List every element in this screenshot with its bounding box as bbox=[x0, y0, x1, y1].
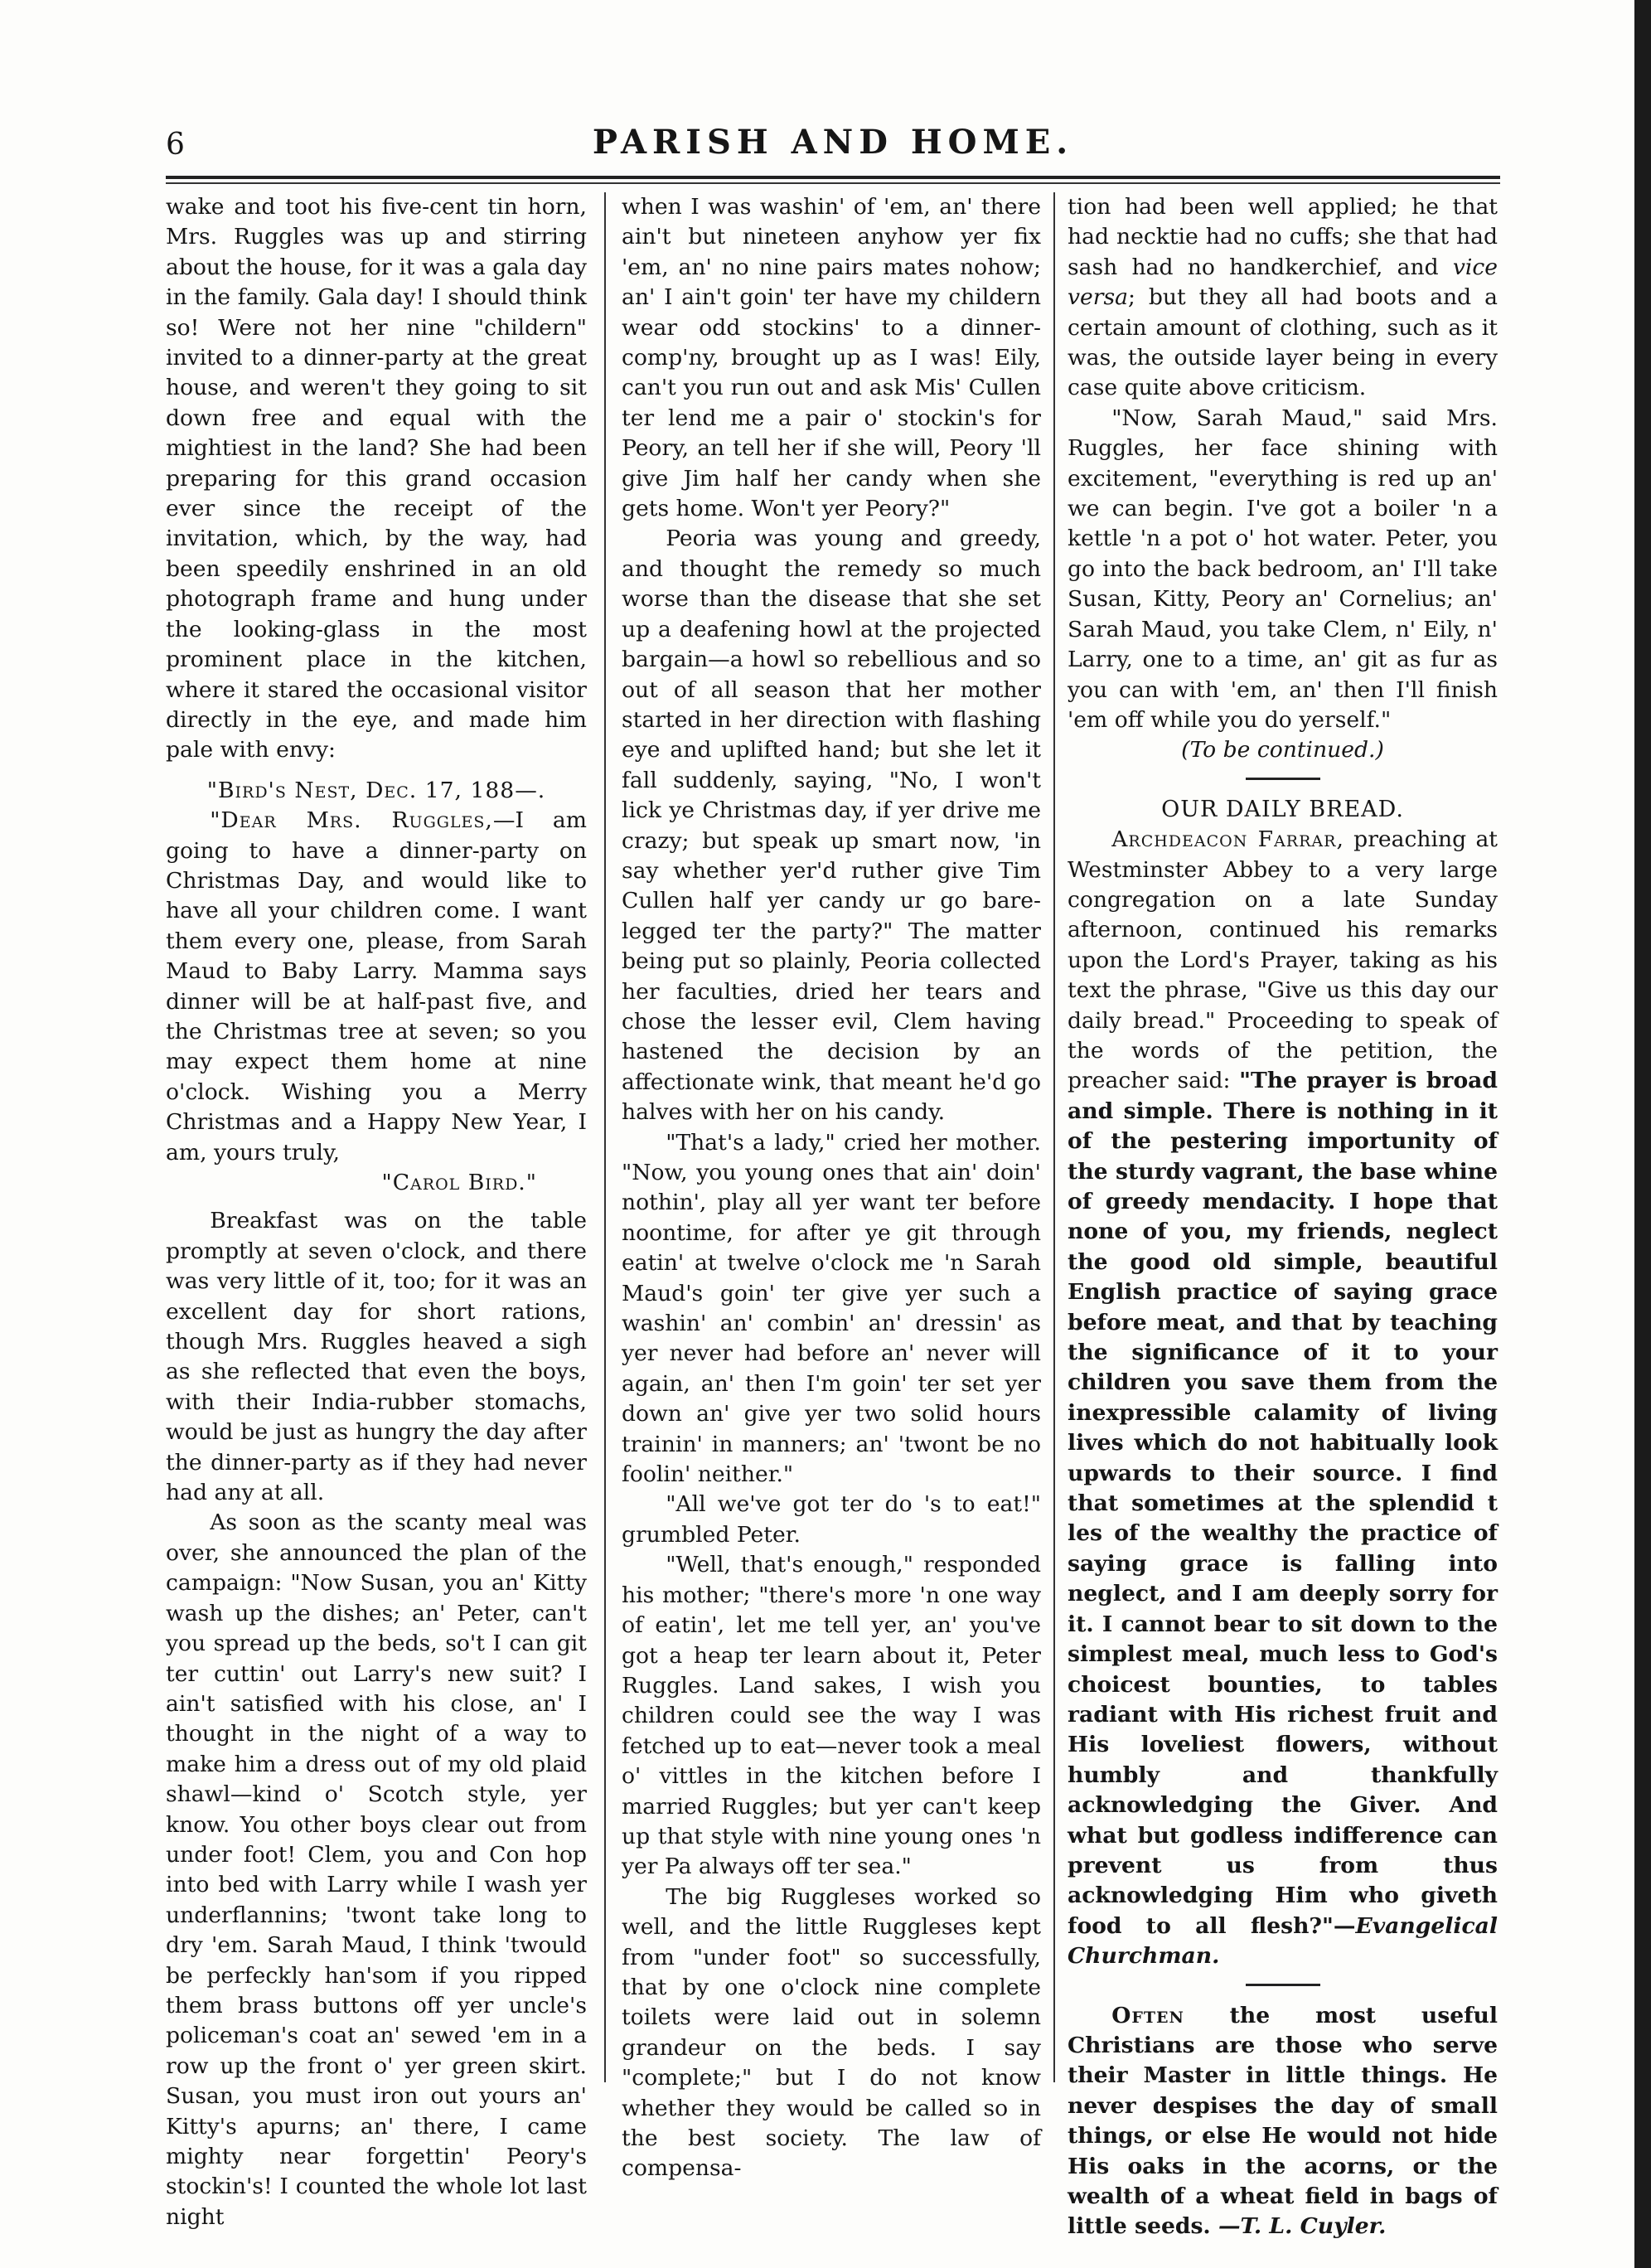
column-2 bbox=[622, 192, 1041, 2184]
attribution: —T. L. Cuyler. bbox=[1218, 2213, 1387, 2240]
paragraph: "Well, that's enough," responded his mother; "there's more 'n one way of eatin', let me tell yer, an' you've got a heap ter learn about it, Peter Ruggles. Land sakes, I wish you children could see the way I was fetched up to eat—never took a meal o' vittles in the kitchen before I married Ruggles; but yer can't keep up that style with nine young ones 'n yer Pa always off ter sea." bbox=[622, 1552, 1041, 1880]
column-3 bbox=[1068, 192, 1498, 2242]
continued-note bbox=[1068, 735, 1498, 765]
header-rule-thin bbox=[166, 182, 1500, 184]
lead-in: Often bbox=[1111, 2002, 1184, 2028]
text-run: tion had been well applied; he that had necktie had no cuffs; she that had sash had no handkerchief, and bbox=[1068, 194, 1498, 280]
scan-edge bbox=[1634, 0, 1651, 2268]
paragraph: Breakfast was on the table promptly at seven o'clock, and there was very little of it, too; for it was an excellent day for short rations, though Mrs. Ruggles heaved a sigh as she reflected that even the boys, with their India-rubber stomachs, would be just as hungry the day after the dinner-party as if they had never had any at all. bbox=[166, 1208, 587, 1506]
text-run: ; but they all had boots and a certain amount of clothing, such as it was, the outside layer being in every case quite above criticism. bbox=[1068, 284, 1498, 401]
column-1 bbox=[166, 192, 587, 2232]
letter-signature: "Carol Bird." bbox=[381, 1170, 537, 1195]
italic-text: vice versa bbox=[1068, 254, 1498, 311]
source-citation: Evangelical Churchman. bbox=[1068, 1912, 1498, 1970]
paragraph: "Now, Sarah Maud," said Mrs. Ruggles, her face shining with excitement, "everything is red up an' we can begin. I've got a boiler 'n a kettle 'n a pot o' hot water. Peter, you go into the back bedroom, an' I'll take Susan, Kitty, Peory an' Cornelius; an' Sarah Maud, you take Clem, n' Eily, n' Larry, one to a time, an' git as fur as you can with 'em, an' then I'll finish 'em off while you do yerself." bbox=[1068, 405, 1498, 733]
paragraph: when I was washin' of 'em, an' there ain't but nineteen anyhow yer fix 'em, an' no nine pairs mates nohow; an' I ain't goin' ter have my childern wear odd stockins' to a dinner-comp'ny, brought up as I was! Eily, can't you run out and ask Mis' Cullen ter lend me a pair o' stockin's for Peory, an tell her if she will, Peory 'll give Jim half her candy when she gets home. Won't yer Peory?" bbox=[622, 194, 1041, 522]
section-divider bbox=[1246, 1984, 1320, 1986]
paragraph: "All we've got ter do 's to eat!" grumbled Peter. bbox=[622, 1491, 1041, 1548]
paragraph: wake and toot his five-cent tin horn, Mrs. Ruggles was up and stirring about the house, for it was a gala day in the family. Gala day! I should think so! Were not her nine "childern" invited to a dinner-party at the great house, and weren't they going to sit down free and equal with the mightiest in the land? She had been preparing for this grand occasion ever since the receipt of the invitation, which, by the way, had been speedily enshrined in an old photograph frame and hung under the looking-glass in the most prominent place in the kitchen, where it stared the occasional visitor directly in the eye, and made him pale with envy: bbox=[166, 194, 587, 763]
page-header bbox=[166, 116, 1500, 166]
column-divider bbox=[1053, 192, 1055, 2082]
letter-text: —I am going to have a dinner-party on Christmas Day, and would like to have all your children come. I want them every one, please, from Sarah Maud to Baby Larry. Mamma says dinner will be at half-past five, and the Christmas tree at seven; so you may expect them home at nine o'clock. Wishing you a Merry Christmas and a Happy New Year, I am, yours truly, bbox=[166, 807, 588, 1166]
paragraph bbox=[1068, 2001, 1498, 2242]
paragraph: Peoria was young and greedy, and thought the remedy so much worse than the disease that she set up a deafening howl at the projected bargain—a howl so rebellious and so out of all season that her mother started in her direction with flashing eye and uplifted hand; but she let it fall suddenly, saying, "No, I won't lick ye Christmas day, if yer drive me crazy; but speak up smart now, 'in say whether yer'd ruther give Tim Cullen half yer candy ur go bare-legged ter the party?" The matter being put so plainly, Peoria collected her faculties, dried her tears and chose the lesser evil, Clem having hastened the decision by an affectionate wink, that meant he'd go halves with her on his candy. bbox=[622, 526, 1041, 1126]
letter-heading: "Bird's Nest, Dec. 17, 188—. bbox=[206, 777, 546, 803]
column-divider bbox=[604, 192, 606, 2082]
running-title: PARISH AND HOME. bbox=[592, 123, 1074, 162]
paragraph bbox=[1068, 825, 1498, 1971]
header-rule bbox=[166, 176, 1500, 179]
letter-salutation: "Dear Mrs. Ruggles, bbox=[210, 807, 493, 834]
lead-in: Archdeacon Farrar, bbox=[1111, 826, 1344, 853]
page-number: 6 bbox=[166, 128, 185, 162]
paragraph: "That's a lady," cried her mother. "Now, you young ones that ain' doin' nothin', play all yer want ter before noontime, for after ye git through eatin' at twelve o'clock me 'n Sarah Maud's goin' ter give yer such a washin' an' combin' an' dressin' as yer never had before an' never will again, an' then I'm goin' ter set yer down an' give yer two solid hours trainin' in manners; an' 'twont be no foolin' neither." bbox=[622, 1129, 1041, 1488]
quote-text: "The prayer is broad and simple. There is nothing in it of the pestering importunity of the sturdy vagrant, the base whine of greedy mendacity. I hope that none of you, my friends, neglect the good old simple, beautiful English practice of saying grace before meat, and that by teaching the significance of it to your children you save them from the inexpressible calamity of living lives which do not habitually look upwards to their source. I find that sometimes at the splendid t les of the wealthy the practice of saying grace is falling into neglect, and I am deeply sorry for it. I cannot bear to sit down to the simplest meal, much less to God's choicest bounties, to tables radiant with His richest fruit and His loveliest flowers, without humbly and thankfully acknowledging the Giver. And what but godless indifference can prevent us from thus acknowledging Him who giveth food to all flesh?"— bbox=[1068, 1068, 1498, 1939]
section-divider bbox=[1246, 778, 1320, 780]
section-heading: OUR DAILY BREAD. bbox=[1161, 796, 1404, 822]
text-run: the most useful Christians are those who serve their Master in little things. He never despises the day of small things, or else He would not hide His oaks in the acorns, or the wealth of a wheat field in bags of little seeds. bbox=[1068, 2002, 1498, 2240]
letter-body bbox=[166, 806, 587, 1168]
paragraph: As soon as the scanty meal was over, she announced the plan of the campaign: "Now Susan, you an' Kitty wash up the dishes; an' Peter, can't you spread up the beds, so't I can git ter cuttin' out Larry's new suit? I ain't satisfied with his close, an' I thought in the night of a way to make him a dress out of my old plaid shawl—kind o' Scotch style, yer know. You other boys clear out from under foot! Clem, you and Con hop into bed with Larry while I wash yer underflannins; 'twont take long to dry 'em. Sarah Maud, I think 'twould be perfeckly han'som if you ripped them brass buttons off yer uncle's policeman's coat an' sewed 'em in a row up the front o' yer green skirt. Susan, you must iron out yours an' Kitty's apurns; an' there, I came mighty near forgettin' Peory's stockin's! I counted the whole lot last night bbox=[166, 1510, 587, 2230]
text-run: preaching at Westminster Abbey to a very large congregation on a late Sunday afternoon, continued his remarks upon the Lord's Prayer, taking as his text the phrase, "Give us this day our daily bread." Proceeding to speak of the words of the petition, the preacher said: bbox=[1068, 826, 1498, 1094]
paragraph bbox=[1068, 192, 1498, 404]
paragraph: The big Ruggleses worked so well, and the little Ruggleses kept from "under foot" so successfully, that by one o'clock nine complete toilets were laid out in solemn grandeur on the beds. I say "complete;" but I do not know whether they would be called so in the best society. The law of compensa- bbox=[622, 1883, 1041, 2182]
continued-text: (To be continued.) bbox=[1181, 737, 1384, 763]
